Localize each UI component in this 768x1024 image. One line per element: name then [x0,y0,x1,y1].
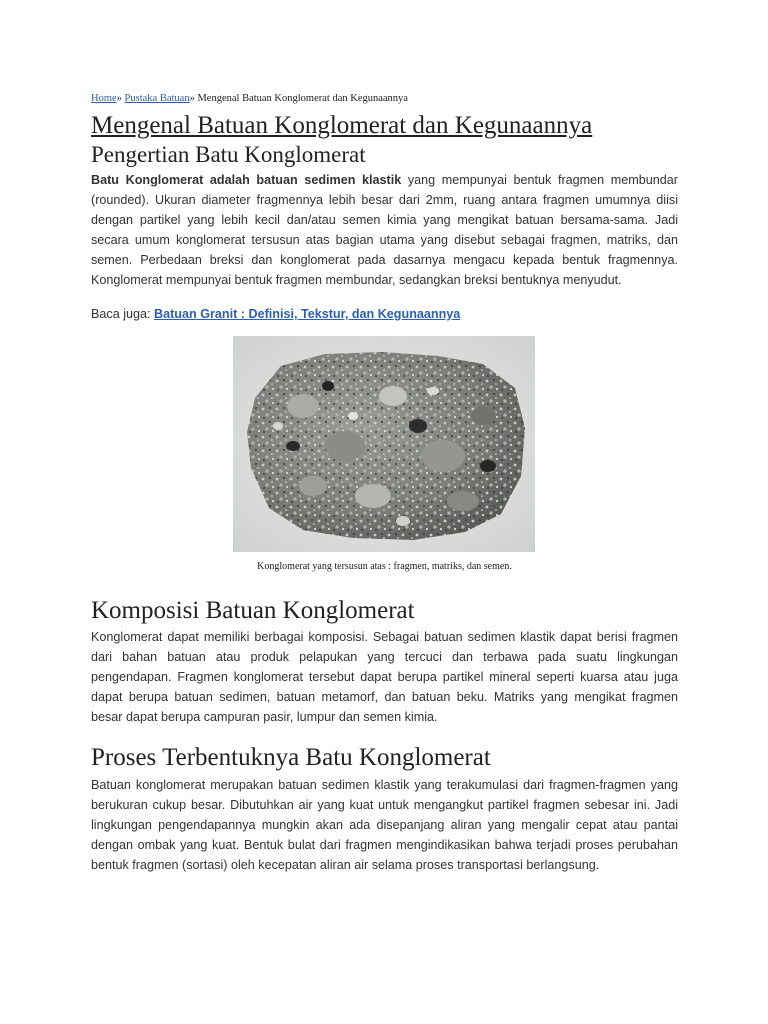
breadcrumb-category-link[interactable]: Pustaka Batuan [124,93,190,104]
paragraph-komposisi: Konglomerat dapat memiliki berbagai komposisi. Sebagai batuan sedimen klastik dapat berisi fragmen dari bahan batuan atau produk pelapukan yang tercuci dan terbawa pada suatu lingkungan pengendapan. Fragmen konglomerat tersebut dapat berupa partikel mineral seperti kuarsa atau juga dapat berupa batuan sedimen, batuan metamorf, dan batuan beku. Matriks yang mengikat fragmen besar dapat berupa campuran pasir, lumpur dan semen kimia. [91,630,678,724]
paragraph-text: yang mempunyai bentuk fragmen membundar (rounded). Ukuran diameter fragmennya lebih besar dari 2mm, ruang antara fragmen umumnya diisi dengan partikel yang lebih kecil dan/atau semen kimia yang mengikat batuan bersama-sama. Jadi secara umum konglomerat tersusun atas bagian utama yang disebut sebagai fragmen, matriks, dan semen. Perbedaan breksi dan konglomerat pada dasarnya mengacu kepada bentuk fragmennya. Konglomerat mempunyai bentuk fragmen membundar, sedangkan breksi bentuknya menyudut. [91,173,678,287]
paragraph-pengertian [91,170,678,290]
paragraph-bold-lead: Batu Konglomerat adalah batuan sedimen klastik [91,173,402,187]
related-article [91,304,460,324]
conglomerate-rock-photo [233,336,535,552]
breadcrumb-current: Mengenal Batuan Konglomerat dan Kegunaannya [197,93,408,104]
breadcrumb-home-link[interactable]: Home [91,93,117,104]
paragraph-proses: Batuan konglomerat merupakan batuan sedimen klastik yang terakumulasi dari fragmen-fragmen yang berukuran cukup besar. Dibutuhkan air yang kuat untuk mengangkut partikel fragmen sebesar ini. Jadi lingkungan pengendapannya mungkin akan ada disepanjang aliran yang mengalir cepat atau pantai dengan ombak yang kuat. Bentuk bulat dari fragmen mengindikasikan bahwa terjadi proses perubahan bentuk fragmen (sortasi) oleh kecepatan aliran air selama proses transportasi berlangsung. [91,778,678,872]
section-heading-pengertian: Pengertian Batu Konglomerat [91,142,366,167]
related-label: Baca juga: [91,307,155,321]
rock-image [233,336,535,552]
related-article-link[interactable]: Batuan Granit : Definisi, Tekstur, dan Kegunaannya [154,307,461,321]
section-heading-komposisi: Komposisi Batuan Konglomerat [91,597,415,624]
section-heading-proses: Proses Terbentuknya Batu Konglomerat [91,744,491,771]
page-title: Mengenal Batuan Konglomerat dan Kegunaannya [91,112,593,139]
breadcrumb-separator: » [189,93,198,104]
breadcrumb [91,93,408,104]
breadcrumb-separator: » [116,93,125,104]
figure-caption: Konglomerat yang tersusun atas : fragmen, matriks, dan semen. [257,561,512,572]
